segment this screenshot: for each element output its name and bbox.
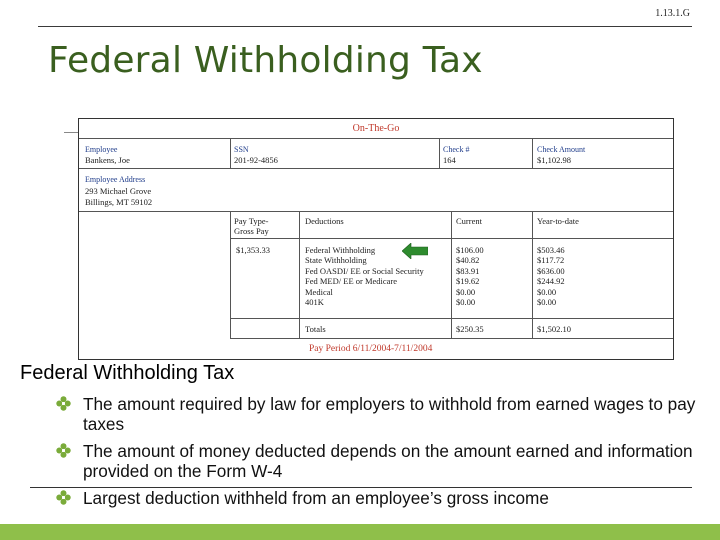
list-item: State Withholding [305, 255, 367, 266]
list-item: $106.00 [456, 245, 484, 255]
ytd-header: Year-to-date [537, 216, 579, 226]
diamond-bullet-icon [56, 490, 71, 505]
ytd-list [537, 245, 565, 307]
bullet-text: Largest deduction withheld from an employee’s gross income [83, 488, 549, 508]
list-item: $503.46 [537, 245, 565, 255]
employee-label: Employee [85, 145, 118, 154]
list-item: $0.00 [537, 286, 557, 297]
totals-label: Totals [305, 324, 326, 334]
ssn-label: SSN [234, 145, 249, 154]
stub-divider [532, 138, 533, 168]
check-amount-label: Check Amount [537, 145, 586, 154]
list-item: $83.91 [456, 265, 480, 276]
stub-divider [451, 211, 452, 338]
list-item: $244.92 [537, 276, 565, 287]
slide-number: 1.13.1.G [655, 8, 690, 19]
bottom-divider [30, 487, 692, 488]
company-name: On-The-Go [352, 123, 400, 134]
arrow-left-icon [402, 243, 428, 259]
pay-stub-image [78, 118, 674, 360]
stub-divider [439, 138, 440, 168]
stub-divider [532, 211, 533, 338]
check-number-label: Check # [443, 145, 470, 154]
stub-divider [79, 211, 673, 212]
list-item: Fed MED/ EE or Medicare [305, 276, 398, 287]
bullet-list [56, 394, 696, 515]
list-item: $0.00 [537, 297, 557, 308]
pay-period: Pay Period 6/11/2004-7/11/2004 [309, 344, 433, 354]
list-item: 401K [305, 297, 324, 308]
ssn-value: 201-92-4856 [234, 155, 278, 165]
bullet-item [56, 441, 696, 481]
stub-divider [230, 211, 231, 338]
check-amount-value: $1,102.98 [537, 155, 571, 165]
address-line-1: 293 Michael Grove [85, 186, 152, 196]
address-line-2: Billings, MT 59102 [85, 197, 153, 207]
list-item: $117.72 [537, 255, 565, 266]
bullet-text: The amount required by law for employers to withhold from earned wages to pay taxes [83, 394, 696, 434]
page-title: Federal Withholding Tax [48, 40, 483, 81]
stub-divider [79, 168, 673, 169]
stub-divider [299, 211, 300, 338]
top-divider [38, 26, 692, 27]
bullet-item [56, 488, 696, 508]
current-header: Current [456, 216, 482, 226]
list-item: $19.62 [456, 276, 480, 287]
list-item: Federal Withholding [305, 245, 376, 255]
address-label: Employee Address [85, 175, 146, 184]
list-item: $40.82 [456, 255, 480, 266]
gross-pay-label: Gross Pay [234, 226, 269, 236]
totals-ytd: $1,502.10 [537, 324, 571, 334]
section-heading: Federal Withholding Tax [20, 362, 235, 384]
diamond-bullet-icon [56, 396, 71, 411]
deductions-header: Deductions [305, 216, 344, 226]
list-item: Fed OASDI/ EE or Social Security [305, 265, 424, 276]
stub-divider [79, 138, 673, 139]
diamond-bullet-icon [56, 443, 71, 458]
stub-divider [230, 138, 231, 168]
employee-value: Bankens, Joe [85, 155, 130, 165]
list-item: Medical [305, 286, 333, 297]
list-item: $0.00 [456, 286, 476, 297]
bullet-item [56, 394, 696, 434]
bullet-text: The amount of money deducted depends on the amount earned and information provided on the Form W-4 [83, 441, 693, 481]
stub-divider [230, 338, 673, 339]
list-item: $0.00 [456, 297, 476, 308]
current-list [456, 245, 484, 307]
gross-pay-value: $1,353.33 [236, 245, 270, 255]
list-item: $636.00 [537, 265, 565, 276]
pay-type-label: Pay Type- [234, 216, 269, 226]
check-number-value: 164 [443, 155, 456, 165]
totals-current: $250.35 [456, 324, 484, 334]
footer-band [0, 524, 720, 540]
